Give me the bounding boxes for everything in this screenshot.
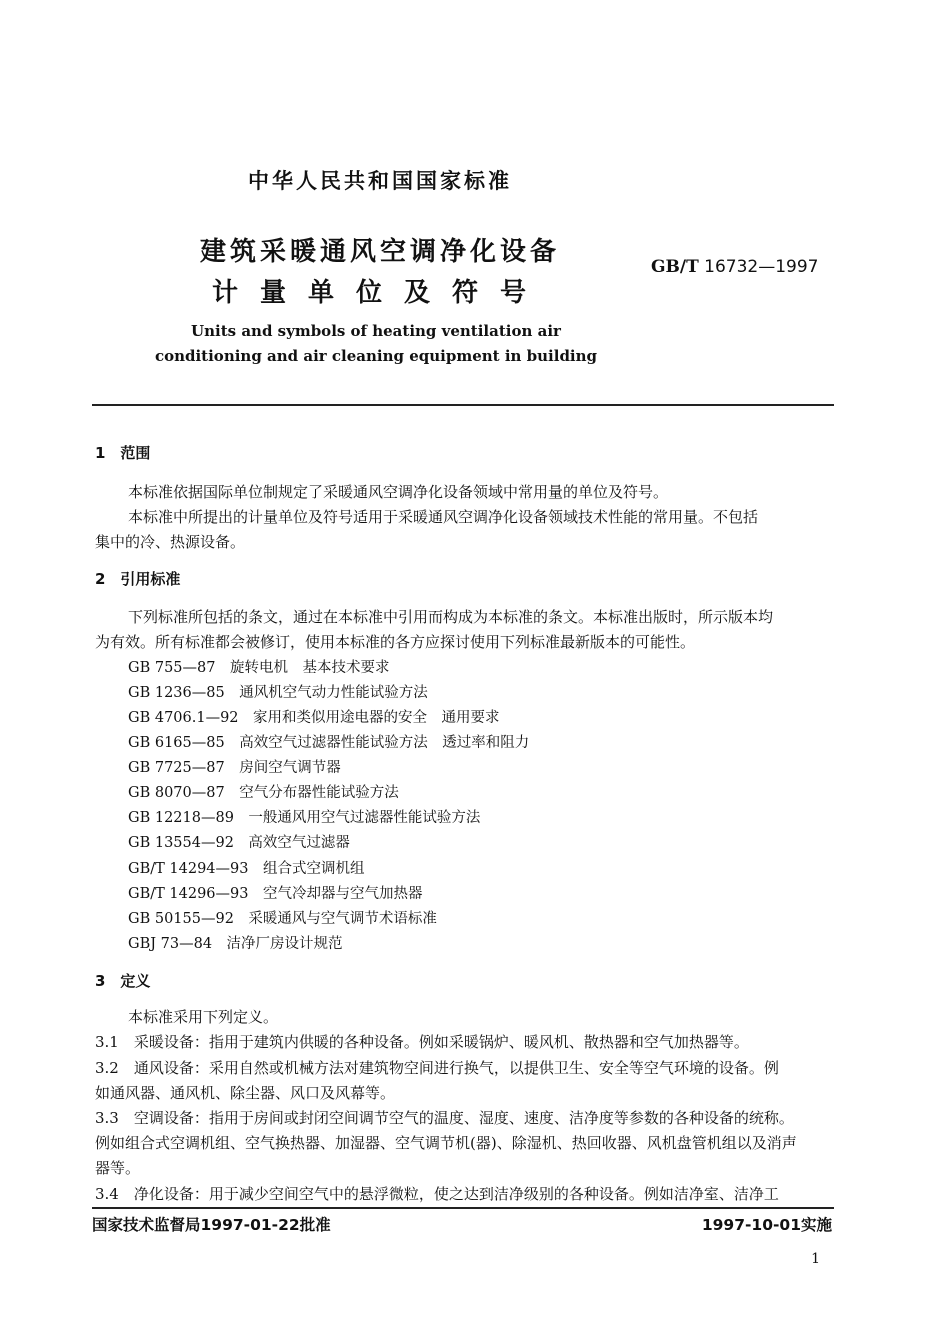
- reference-item: GB 7725—87 房间空气调节器: [128, 760, 341, 776]
- issuing-body: 中华人民共和国国家标准: [248, 169, 512, 193]
- section-2-paragraph: 为有效。所有标准都会被修订，使用本标准的各方应探讨使用下列标准最新版本的可能性。: [95, 633, 696, 651]
- header-rule: [92, 404, 834, 406]
- page-number: 1: [811, 1251, 820, 1267]
- code-number: 16732—1997: [704, 257, 819, 277]
- section-2-paragraph: 下列标准所包括的条文，通过在本标准中引用而构成为本标准的条文。本标准出版时，所示版本均: [128, 608, 774, 626]
- section-1-paragraph: 本标准依据国际单位制规定了采暖通风空调净化设备领域中常用量的单位及符号。: [128, 483, 669, 501]
- section-2-heading: 2 引用标准: [95, 570, 181, 588]
- section-1-paragraph: 集中的冷、热源设备。: [95, 533, 246, 551]
- definition-3-1: 3.1 采暖设备：指用于建筑内供暖的各种设备。例如采暖锅炉、暖风机、散热器和空气加热器等。: [95, 1033, 749, 1051]
- approval-date: 国家技术监督局1997-01-22批准: [92, 1216, 331, 1234]
- section-3-heading: 3 定义: [95, 972, 151, 990]
- title-chinese-line1: 建筑采暖通风空调净化设备: [199, 237, 560, 267]
- code-prefix: GB/T: [651, 257, 699, 277]
- reference-item: GB 50155—92 采暖通风与空气调节术语标准: [128, 911, 437, 927]
- reference-item: GB 4706.1—92 家用和类似用途电器的安全 通用要求: [128, 710, 500, 726]
- definition-3-3: 器等。: [95, 1159, 141, 1177]
- definition-3-2: 如通风器、通风机、除尘器、风口及风幕等。: [95, 1084, 396, 1102]
- section-1-paragraph: 本标准中所提出的计量单位及符号适用于采暖通风空调净化设备领域技术性能的常用量。不包括: [128, 508, 759, 526]
- reference-item: GB 6165—85 高效空气过滤器性能试验方法 透过率和阻力: [128, 735, 530, 751]
- section-1-heading: 1 范围: [95, 444, 151, 462]
- reference-item: GB 13554—92 高效空气过滤器: [128, 835, 350, 851]
- reference-item: GB 1236—85 通风机空气动力性能试验方法: [128, 685, 428, 701]
- reference-item: GB/T 14296—93 空气冷却器与空气加热器: [128, 886, 423, 902]
- effective-date: 1997-10-01实施: [701, 1216, 832, 1234]
- reference-item: GBJ 73—84 洁净厂房设计规范: [128, 936, 343, 952]
- footer-rule: [92, 1207, 834, 1209]
- reference-item: GB 8070—87 空气分布器性能试验方法: [128, 785, 399, 801]
- definition-3-4: 3.4 净化设备：用于减少空间空气中的悬浮微粒，使之达到洁净级别的各种设备。例如洁净室、洁净工: [95, 1185, 779, 1203]
- title-chinese-line2: 计量单位及符号: [211, 278, 548, 308]
- definition-3-2: 3.2 通风设备：采用自然或机械方法对建筑物空间进行换气，以提供卫生、安全等空气环境的设备。例: [95, 1059, 779, 1077]
- title-english-line2: conditioning and air cleaning equipment in building: [154, 347, 598, 365]
- definition-3-3: 例如组合式空调机组、空气换热器、加湿器、空气调节机(器)、除湿机、热回收器、风机盘管机组以及消声: [95, 1134, 797, 1152]
- title-english-line1: Units and symbols of heating ventilation air: [191, 322, 561, 340]
- reference-item: GB 12218—89 一般通风用空气过滤器性能试验方法: [128, 810, 481, 826]
- definition-3-3: 3.3 空调设备：指用于房间或封闭空间调节空气的温度、湿度、速度、洁净度等参数的各种设备的统称。: [95, 1109, 794, 1127]
- standard-code: [651, 257, 819, 277]
- section-3-intro: 本标准采用下列定义。: [128, 1008, 279, 1026]
- reference-item: GB 755—87 旋转电机 基本技术要求: [128, 660, 390, 676]
- reference-item: GB/T 14294—93 组合式空调机组: [128, 861, 365, 877]
